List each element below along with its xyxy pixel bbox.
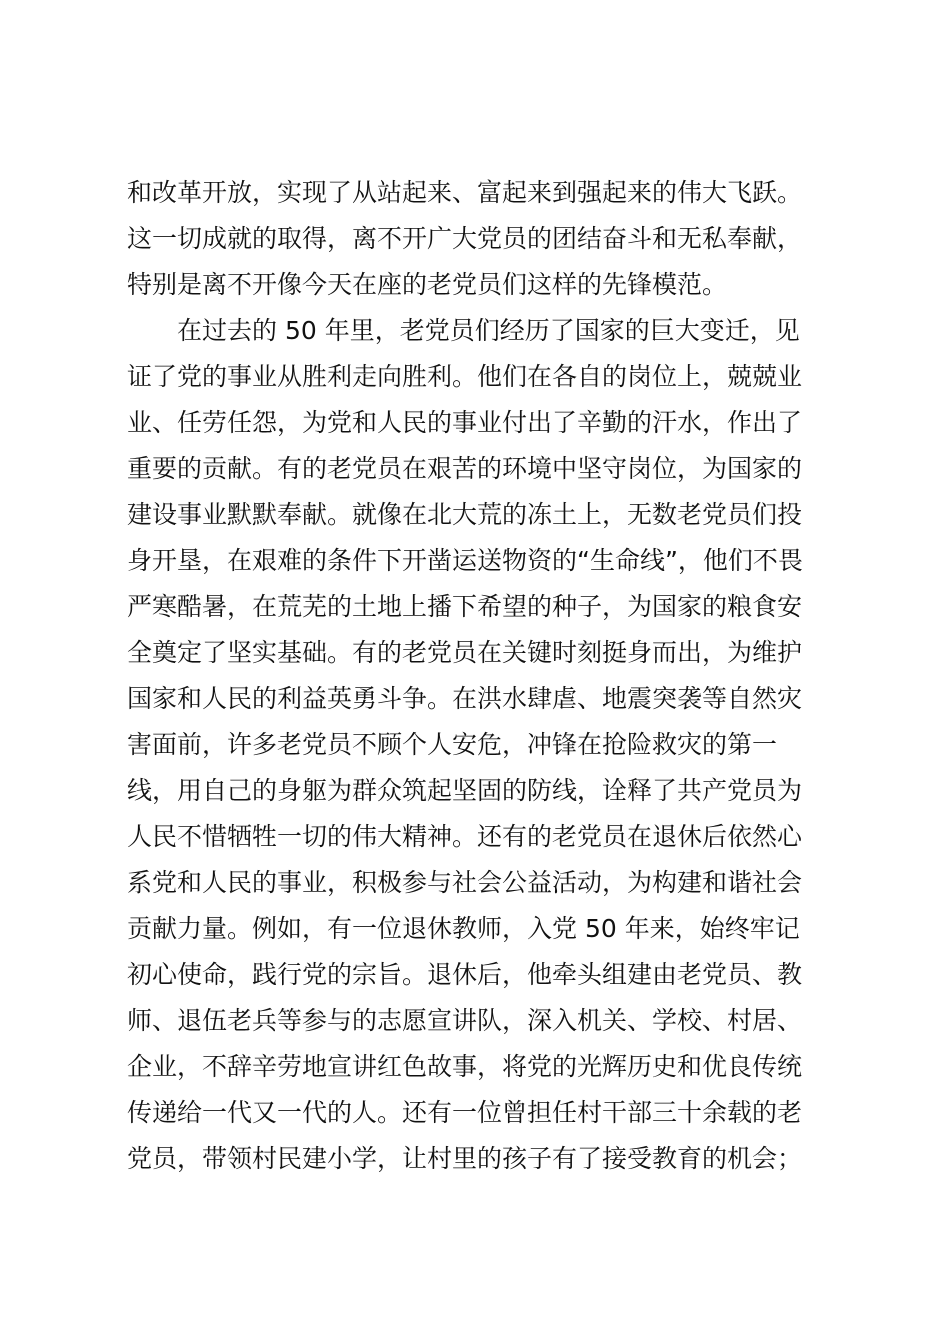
text-line: 和改革开放，实现了从站起来、富起来到强起来的伟大飞跃。 <box>127 178 803 207</box>
text-line: 全奠定了坚实基础。有的老党员在关键时刻挺身而出，为维护 <box>127 638 803 667</box>
paragraph-first-line: 在过去的 50 年里，老党员们经历了国家的巨大变迁，见 <box>177 316 800 345</box>
text-line: 业、任劳任怨，为党和人民的事业付出了辛勤的汗水，作出了 <box>127 408 803 437</box>
text-line: 证了党的事业从胜利走向胜利。他们在各自的岗位上，兢兢业 <box>127 362 803 391</box>
text-line: 建设事业默默奉献。就像在北大荒的冻土上，无数老党员们投 <box>127 500 803 529</box>
text-line: 传递给一代又一代的人。还有一位曾担任村干部三十余载的老 <box>127 1098 803 1127</box>
text-line: 重要的贡献。有的老党员在艰苦的环境中坚守岗位，为国家的 <box>127 454 803 483</box>
text-line: 线，用自己的身躯为群众筑起坚固的防线，诠释了共产党员为 <box>127 776 803 805</box>
text-line: 严寒酷暑，在荒芜的土地上播下希望的种子，为国家的粮食安 <box>127 592 803 621</box>
text-line: 害面前，许多老党员不顾个人安危，冲锋在抢险救灾的第一 <box>127 730 778 759</box>
text-line: 贡献力量。例如，有一位退休教师，入党 50 年来，始终牢记 <box>127 914 800 943</box>
text-line: 企业，不辞辛劳地宣讲红色故事，将党的光辉历史和优良传统 <box>127 1052 803 1081</box>
text-line: 身开垦，在艰难的条件下开凿运送物资的“生命线”，他们不畏 <box>127 546 803 575</box>
text-line: 初心使命，践行党的宗旨。退休后，他牵头组建由老党员、教 <box>127 960 803 989</box>
body-text <box>127 170 827 1182</box>
text-line: 师、退伍老兵等参与的志愿宣讲队，深入机关、学校、村居、 <box>127 1006 803 1035</box>
text-line: 党员，带领村民建小学，让村里的孩子有了接受教育的机会； <box>127 1144 803 1173</box>
text-line: 人民不惜牺牲一切的伟大精神。还有的老党员在退休后依然心 <box>127 822 803 851</box>
text-line: 系党和人民的事业，积极参与社会公益活动，为构建和谐社会 <box>127 868 803 897</box>
text-line: 国家和人民的利益英勇斗争。在洪水肆虐、地震突袭等自然灾 <box>127 684 803 713</box>
text-line: 这一切成就的取得，离不开广大党员的团结奋斗和无私奉献， <box>127 224 803 253</box>
text-line: 特别是离不开像今天在座的老党员们这样的先锋模范。 <box>127 270 728 299</box>
